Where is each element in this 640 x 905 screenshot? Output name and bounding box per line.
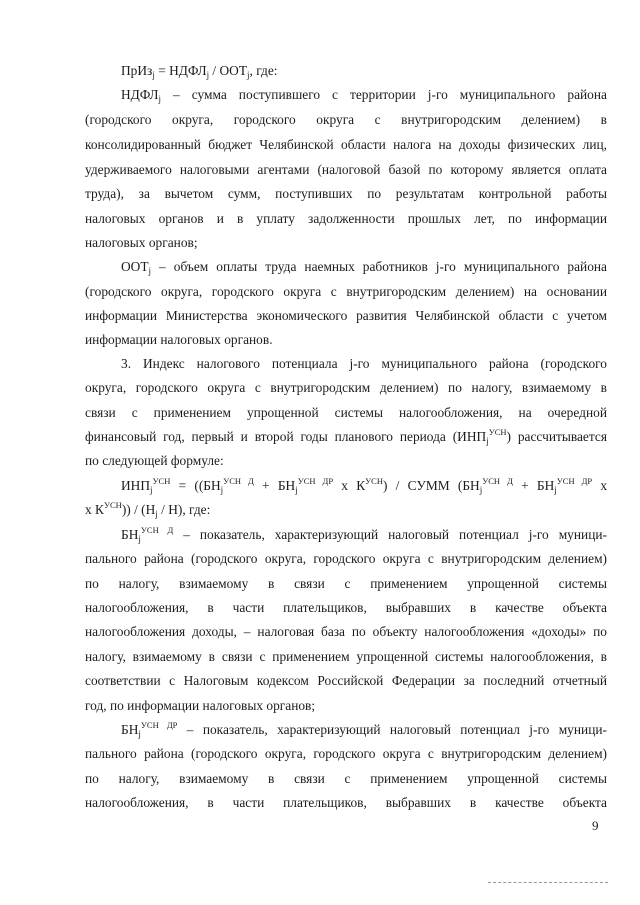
text-line: налогообложения доходы, – налоговая база по объекту налогообложения «доходы» по <box>85 624 607 639</box>
text-line: налогообложения, в части плательщиков, выбравших в качестве объекта <box>85 795 607 810</box>
text-line: пального района (городского округа, городского округа с внутригородским делением) <box>85 746 607 761</box>
text-line: соответствии с Налоговым кодексом Российской Федерации за последний отчетный <box>85 673 607 688</box>
text-line: информации Министерства экономического развития Челябинской области с учетом <box>85 308 607 323</box>
definition-bn-usn-d: $БН_j^{УСН Д}$ – показатель, характеризующий налоговый потенциал j-го муници- <box>121 525 607 544</box>
text-line: год, по информации налоговых органов; <box>85 698 316 713</box>
text-line: по налогу, взимаемому в связи с применением упрощенной системы <box>85 576 607 591</box>
text-line: налоговых органов; <box>85 235 198 250</box>
text-line: налогообложения, в части плательщиков, выбравших в качестве объекта <box>85 600 607 615</box>
text-line: информации налоговых органов. <box>85 332 273 347</box>
formula-priz: ПрИз$_j$ = $НДФЛ_j / ООТ_j$, где: <box>121 63 278 80</box>
text-line: налогу, взимаемому в связи с применением упрощенной системы налогообложения, в <box>85 649 607 664</box>
text-line: труда), за вычетом сумм, поступивших по результатам контрольной работы <box>85 186 607 201</box>
definition-oot: $ООТ_j$ – объем оплаты труда наемных работников j-го муниципального района <box>121 259 607 276</box>
text-line: налоговых органов и в уплату задолженности прошлых лет, по информации <box>85 211 607 226</box>
definition-bn-usn-dr: $БН_j^{УСН ДР}$ – показатель, характеризующий налоговый потенциал j-го муници- <box>121 720 607 739</box>
text-line: финансовый год, первый и второй годы планового периода $(ИНП_j^{УСН})$ рассчитывается <box>85 427 607 446</box>
text-line: округа, городского округа с внутригородским делением) по налогу, взимаемому в <box>85 380 607 395</box>
paragraph-3: 3. Индекс налогового потенциала j-го муниципального района (городского <box>121 356 607 371</box>
formula-inp-cont: x $К^{УСН})) / (Н_j / Н)$, где: <box>85 500 211 519</box>
text-line: по налогу, взимаемому в связи с применением упрощенной системы <box>85 771 607 786</box>
text-line: консолидированный бюджет Челябинской области налога на доходы физических лиц, <box>85 137 607 152</box>
page-number: 9 <box>592 818 599 833</box>
text-line: пального района (городского округа, городского округа с внутригородским делением) <box>85 551 607 566</box>
text-line: связи с применением упрощенной системы налогообложения, на очередной <box>85 405 607 420</box>
footer-rule <box>488 882 608 883</box>
definition-ndfl: $НДФЛ_j$ – сумма поступившего с территории j-го муниципального района <box>121 87 607 104</box>
text-line: (городского округа, городского округа с внутригородским делением) в <box>85 112 607 127</box>
text-line: (городского округа, городского округа с внутригородским делением) на основании <box>85 284 607 299</box>
text-line: удерживаемого налоговыми агентами (налоговой базой по которому является оплата <box>85 162 607 177</box>
formula-inp: $ИНП_j^{УСН} = ((БН_j^{УСН Д} + БН_j^{УСН ДР}$ x $К^{УСН}$) / СУММ ($БН_j^{УСН Д} + БН_j^{УСН ДР}$ x <box>121 476 608 495</box>
text-line: по следующей формуле: <box>85 453 224 468</box>
